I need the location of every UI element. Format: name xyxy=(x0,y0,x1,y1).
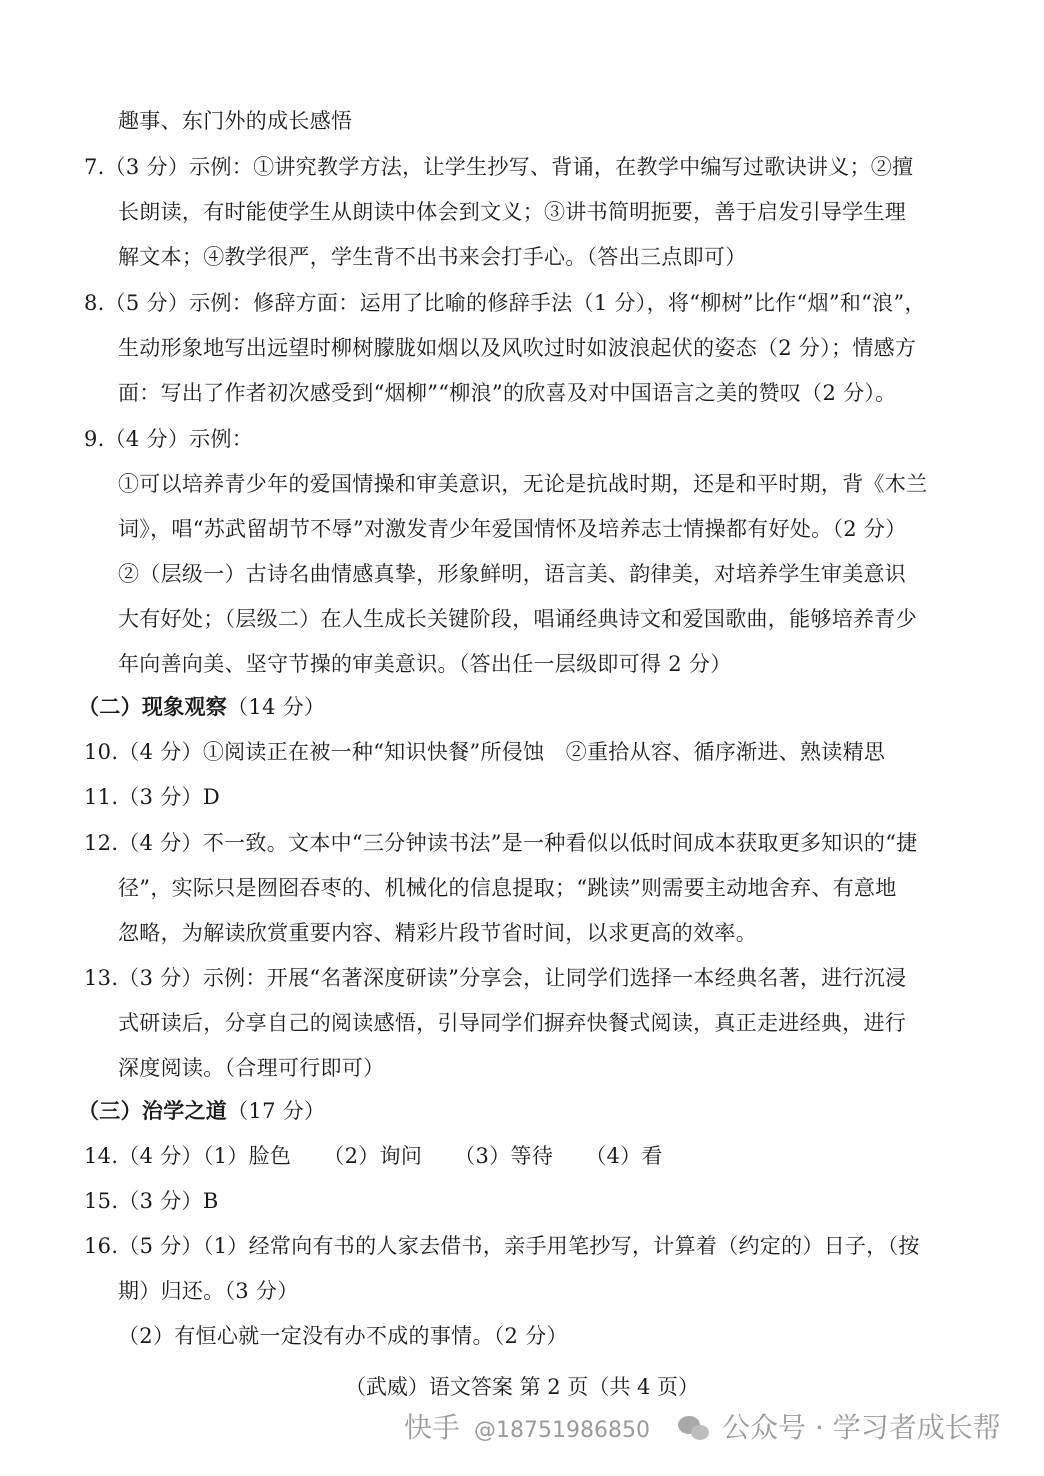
page-footer: （武威）语文答案 第 2 页（共 4 页） xyxy=(344,1375,700,1399)
answer-7-line-1: 7.（3 分）示例：①讲究教学方法，让学生抄写、背诵，在教学中编写过歌诀讲义；②擅 xyxy=(84,155,914,179)
answer-9-point-2-line-3: 年向善向美、坚守节操的审美意识。（答出任一层级即可得 2 分） xyxy=(118,652,732,676)
text-line: 趣事、东门外的成长感悟 xyxy=(118,109,353,133)
answer-8-line-3: 面：写出了作者初次感受到“烟柳”“柳浪”的欣喜及对中国语言之美的赞叹（2 分）。 xyxy=(118,381,897,405)
wechat-account: 公众号 · 学习者成长帮 xyxy=(722,1411,1001,1444)
answer-12-line-3: 忽略，为解读欣赏重要内容、精彩片段节省时间，以求更高的效率。 xyxy=(118,921,757,945)
section-heading-3-title: （三）治学之道 xyxy=(78,1098,228,1123)
answer-16-line-1: 16.（5 分）（1）经常向有书的人家去借书，亲手用笔抄写，计算着（约定的）日子，（按 xyxy=(84,1234,920,1258)
answer-13-line-1: 13.（3 分）示例：开展“名著深度研读”分享会，让同学们选择一本经典名著，进行沉浸 xyxy=(84,966,907,990)
answer-13-line-3: 深度阅读。（合理可行即可） xyxy=(118,1056,385,1080)
kuaishou-watermark xyxy=(404,1408,650,1451)
answer-14: 14.（4 分）（1）脸色 （2）询问 （3）等待 （4）看 xyxy=(84,1144,663,1168)
answer-9-point-1-line-2: 词》，唱“苏武留胡节不辱”对激发青少年爱国情怀及培养志士情操都有好处。（2 分） xyxy=(118,517,907,541)
answer-9-point-2-line-1: ②（层级一）古诗名曲情感真挚，形象鲜明，语言美、韵律美，对培养学生审美意识 xyxy=(118,562,907,586)
section-heading-3-score: （17 分） xyxy=(227,1099,326,1123)
answer-12-line-1: 12.（4 分）不一致。文本中“三分钟读书法”是一种看似以低时间成本获取更多知识的“捷 xyxy=(84,831,918,855)
answer-16-line-2: 期）归还。（3 分） xyxy=(118,1279,299,1303)
answer-9-line-1: 9.（4 分）示例： xyxy=(84,427,254,451)
wechat-icon xyxy=(678,1414,712,1442)
answer-16-line-3: （2）有恒心就一定没有办不成的事情。（2 分） xyxy=(118,1324,568,1348)
answer-11: 11.（3 分）D xyxy=(84,785,220,809)
section-heading-2-title: （二）现象观察 xyxy=(78,694,228,719)
section-heading-2 xyxy=(78,692,325,722)
answer-9-point-1-line-1: ①可以培养青少年的爱国情操和审美意识，无论是抗战时期，还是和平时期，背《木兰 xyxy=(118,472,928,496)
answer-13-line-2: 式研读后，分享自己的阅读感悟，引导同学们摒弃快餐式阅读，真正走进经典，进行 xyxy=(118,1011,907,1035)
answer-7-line-3: 解文本；④教学很严，学生背不出书来会打手心。（答出三点即可） xyxy=(118,245,747,269)
answer-12-line-2: 径”，实际只是囫囵吞枣的、机械化的信息提取；“跳读”则需要主动地舍弃、有意地 xyxy=(118,876,897,900)
answer-7-line-2: 长朗读，有时能使学生从朗读中体会到文义；③讲书简明扼要，善于启发引导学生理 xyxy=(118,200,907,224)
kuaishou-brand: 快手 xyxy=(404,1411,461,1444)
answer-8-line-1: 8.（5 分）示例：修辞方面：运用了比喻的修辞手法（1 分），将“柳树”比作“烟”和“浪”， xyxy=(84,291,926,315)
section-heading-2-score: （14 分） xyxy=(227,695,326,719)
answer-9-point-2-line-2: 大有好处；（层级二）在人生成长关键阶段，唱诵经典诗文和爱国歌曲，能够培养青少 xyxy=(118,607,917,631)
section-heading-3 xyxy=(78,1096,325,1126)
wechat-watermark xyxy=(678,1408,1001,1448)
kuaishou-handle: @18751986850 xyxy=(474,1418,650,1443)
answer-15: 15.（3 分）B xyxy=(84,1189,219,1213)
answer-10: 10.（4 分）①阅读正在被一种“知识快餐”所侵蚀 ②重拾从容、循序渐进、熟读精思 xyxy=(84,740,886,764)
answer-8-line-2: 生动形象地写出远望时柳树朦胧如烟以及风吹过时如波浪起伏的姿态（2 分）；情感方 xyxy=(118,336,917,360)
